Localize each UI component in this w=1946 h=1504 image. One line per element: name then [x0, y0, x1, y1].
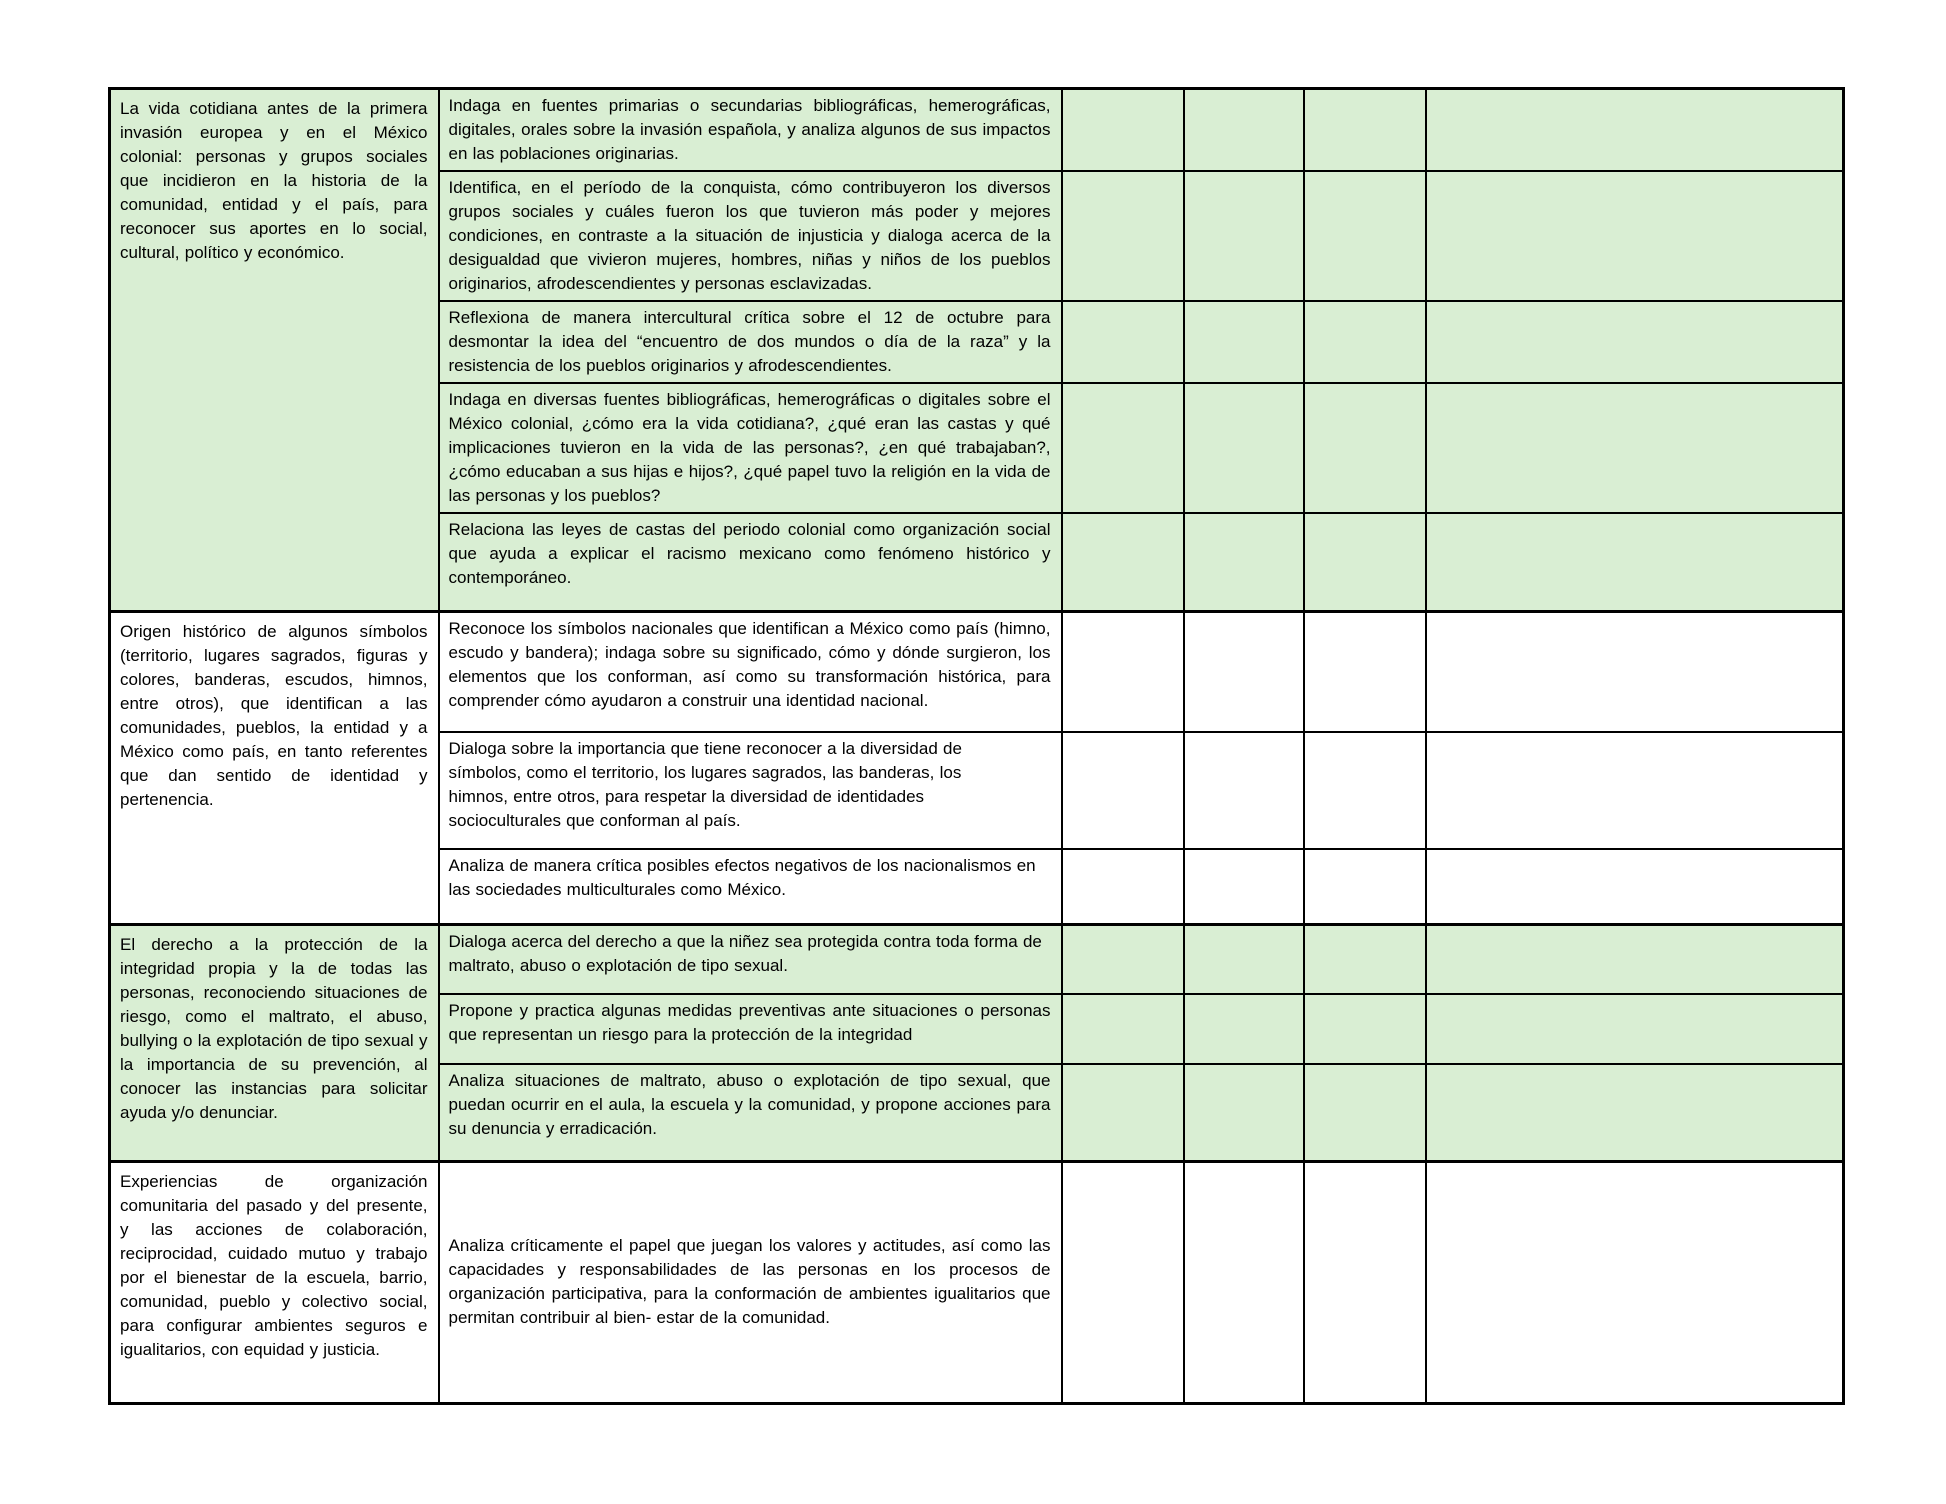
- empty-cell: [1426, 301, 1844, 383]
- empty-cell: [1304, 513, 1426, 611]
- empty-cell: [1062, 513, 1184, 611]
- process-cell: Propone y practica algunas medidas preventivas ante situaciones o personas que representan un riesgo para la protección de la integridad: [439, 994, 1062, 1064]
- empty-cell: [1304, 89, 1426, 172]
- empty-cell: [1426, 611, 1844, 732]
- empty-cell: [1304, 1161, 1426, 1403]
- empty-cell: [1426, 732, 1844, 849]
- empty-cell: [1062, 383, 1184, 513]
- empty-cell: [1062, 171, 1184, 301]
- empty-cell: [1304, 924, 1426, 994]
- empty-cell: [1062, 994, 1184, 1064]
- content-cell: Experiencias de organización comunitaria del pasado y del presente, y las acciones de colaboración, reciprocidad, cuidado mutuo y trabajo por el bienestar de la escuela, barrio, comunidad, pueblo y colectivo social, para configurar ambientes seguros e igualitarios, con equidad y justicia.: [110, 1161, 439, 1403]
- empty-cell: [1184, 301, 1304, 383]
- content-cell: La vida cotidiana antes de la primera invasión europea y en el México colonial: personas y grupos sociales que incidieron en la historia de la comunidad, entidad y el país, para reconocer sus aportes en lo social, cultural, político y económico.: [110, 89, 439, 612]
- content-cell: El derecho a la protección de la integridad propia y la de todas las personas, reconociendo situaciones de riesgo, como el maltrato, el abuso, bullying o la explotación de tipo sexual y la importancia de su prevención, al conocer las instancias para solicitar ayuda y/o denunciar.: [110, 924, 439, 1161]
- empty-cell: [1184, 513, 1304, 611]
- empty-cell: [1184, 89, 1304, 172]
- empty-cell: [1062, 1064, 1184, 1161]
- empty-cell: [1184, 611, 1304, 732]
- process-cell: Dialoga sobre la importancia que tiene reconocer a la diversidad de símbolos, como el territorio, los lugares sagrados, las banderas, los himnos, entre otros, para respetar la diversidad de identidades socioculturales que conforman al país.: [439, 732, 1062, 849]
- process-cell: Indaga en diversas fuentes bibliográficas, hemerográficas o digitales sobre el México colonial, ¿cómo era la vida cotidiana?, ¿qué eran las castas y qué implicaciones tuvieron en la vida de las personas?, ¿en qué trabajaban?, ¿cómo educaban a sus hijas e hijos?, ¿qué papel tuvo la religión en la vida de las personas y los pueblos?: [439, 383, 1062, 513]
- empty-cell: [1426, 994, 1844, 1064]
- empty-cell: [1426, 1064, 1844, 1161]
- empty-cell: [1062, 89, 1184, 172]
- empty-cell: [1304, 383, 1426, 513]
- process-cell: Indaga en fuentes primarias o secundarias bibliográficas, hemerográficas, digitales, orales sobre la invasión española, y analiza algunos de sus impactos en las poblaciones originarias.: [439, 89, 1062, 172]
- process-cell: Reflexiona de manera intercultural crítica sobre el 12 de octubre para desmontar la idea del “encuentro de dos mundos o día de la raza” y la resistencia de los pueblos originarios y afrodescendientes.: [439, 301, 1062, 383]
- process-cell: Relaciona las leyes de castas del periodo colonial como organización social que ayuda a explicar el racismo mexicano como fenómeno histórico y contemporáneo.: [439, 513, 1062, 611]
- empty-cell: [1184, 1064, 1304, 1161]
- empty-cell: [1304, 1064, 1426, 1161]
- empty-cell: [1304, 849, 1426, 924]
- table-row: [110, 89, 1844, 172]
- empty-cell: [1426, 1161, 1844, 1403]
- empty-cell: [1304, 732, 1426, 849]
- table-row: [110, 1161, 1844, 1403]
- empty-cell: [1426, 513, 1844, 611]
- empty-cell: [1304, 994, 1426, 1064]
- empty-cell: [1184, 383, 1304, 513]
- empty-cell: [1304, 611, 1426, 732]
- empty-cell: [1426, 924, 1844, 994]
- empty-cell: [1426, 383, 1844, 513]
- process-cell: Analiza de manera crítica posibles efectos negativos de los nacionalismos en las sociedades multiculturales como México.: [439, 849, 1062, 924]
- empty-cell: [1062, 732, 1184, 849]
- empty-cell: [1062, 924, 1184, 994]
- empty-cell: [1184, 849, 1304, 924]
- empty-cell: [1062, 611, 1184, 732]
- empty-cell: [1304, 171, 1426, 301]
- process-cell: Dialoga acerca del derecho a que la niñez sea protegida contra toda forma de maltrato, abuso o explotación de tipo sexual.: [439, 924, 1062, 994]
- curriculum-table: [108, 87, 1845, 1405]
- empty-cell: [1184, 994, 1304, 1064]
- empty-cell: [1426, 849, 1844, 924]
- empty-cell: [1062, 1161, 1184, 1403]
- empty-cell: [1184, 732, 1304, 849]
- content-cell: Origen histórico de algunos símbolos (territorio, lugares sagrados, figuras y colores, banderas, escudos, himnos, entre otros), que identifican a las comunidades, pueblos, la entidad y a México como país, en tanto referentes que dan sentido de identidad y pertenencia.: [110, 611, 439, 924]
- empty-cell: [1184, 924, 1304, 994]
- empty-cell: [1062, 301, 1184, 383]
- empty-cell: [1426, 89, 1844, 172]
- empty-cell: [1426, 171, 1844, 301]
- empty-cell: [1062, 849, 1184, 924]
- empty-cell: [1304, 301, 1426, 383]
- table-row: [110, 611, 1844, 732]
- process-cell: Identifica, en el período de la conquista, cómo contribuyeron los diversos grupos sociales y cuáles fueron los que tuvieron más poder y mejores condiciones, en contraste a la situación de injusticia y dialoga acerca de la desigualdad que vivieron mujeres, hombres, niñas y niños de los pueblos originarios, afrodescendientes y personas esclavizadas.: [439, 171, 1062, 301]
- process-cell: Analiza situaciones de maltrato, abuso o explotación de tipo sexual, que puedan ocurrir en el aula, la escuela y la comunidad, y propone acciones para su denuncia y erradicación.: [439, 1064, 1062, 1161]
- empty-cell: [1184, 171, 1304, 301]
- table-row: [110, 924, 1844, 994]
- empty-cell: [1184, 1161, 1304, 1403]
- process-cell: Reconoce los símbolos nacionales que identifican a México como país (himno, escudo y bandera); indaga sobre su significado, cómo y dónde surgieron, los elementos que los conforman, así como su transformación histórica, para comprender cómo ayudaron a construir una identidad nacional.: [439, 611, 1062, 732]
- process-cell: Analiza críticamente el papel que juegan los valores y actitudes, así como las capacidades y responsabilidades de las personas en los procesos de organización participativa, para la conformación de ambientes igualitarios que permitan contribuir al bien- estar de la comunidad.: [439, 1161, 1062, 1403]
